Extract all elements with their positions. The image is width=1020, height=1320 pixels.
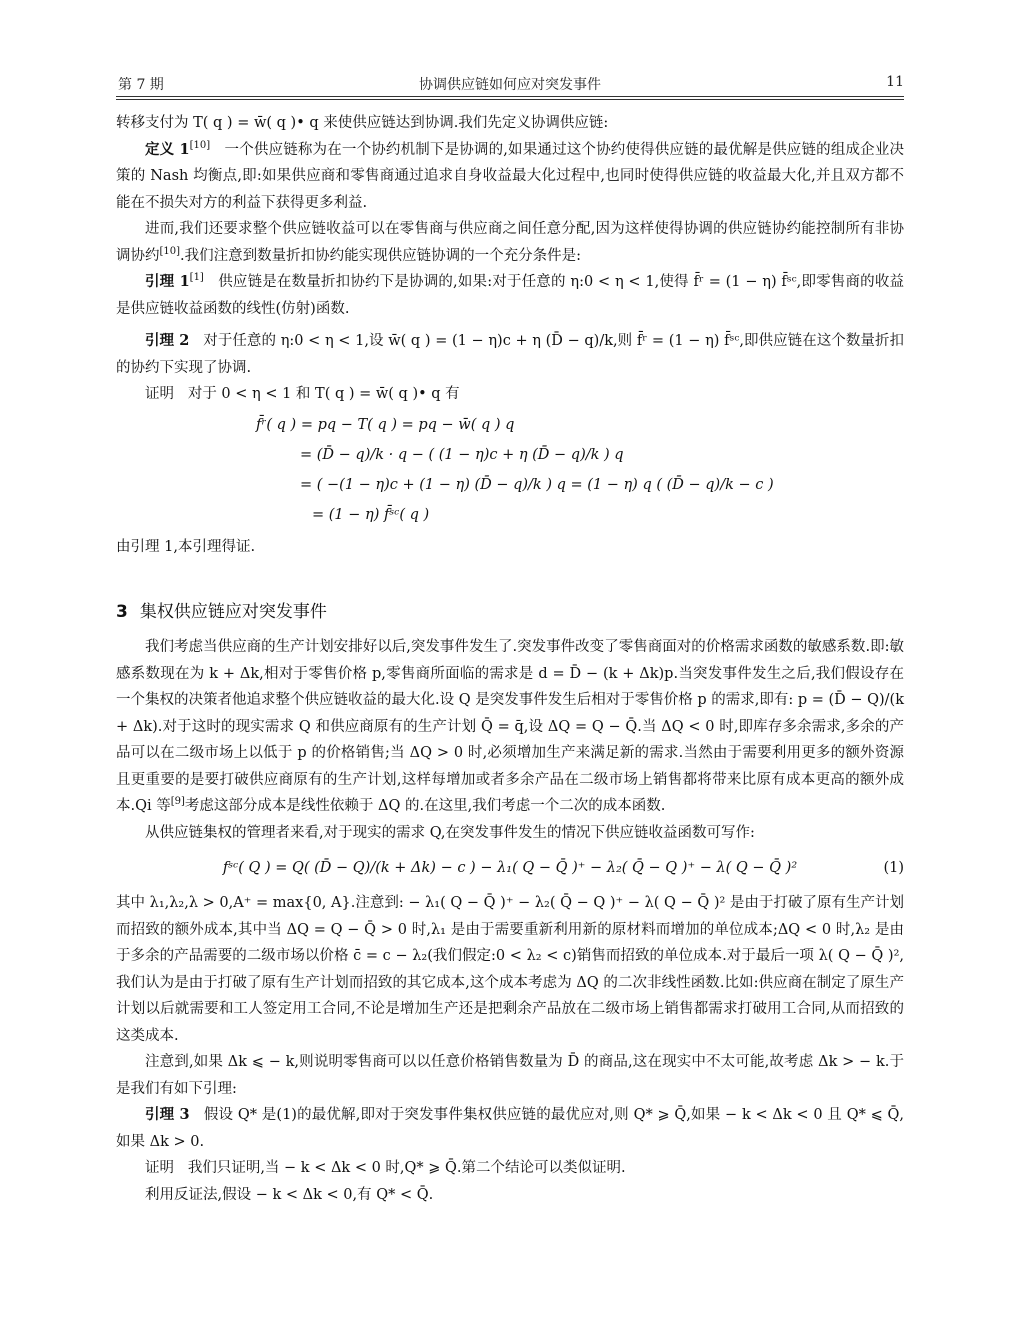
paragraph-transfer: 转移支付为 T( q ) = w̄( q )• q 来使供应链达到协调.我们先定义协调供应链:	[116, 115, 609, 131]
definition-label: 定义 1	[145, 140, 190, 158]
proof-conclusion: 由引理 1,本引理得证.	[116, 538, 256, 555]
running-header	[116, 70, 904, 94]
paragraph-text: 我们考虑当供应商的生产计划安排好以后,突发事件发生了.突发事件改变了零售商面对的价格需求函数的敏感系数.即:敏感系数现在为 k + Δk,相对于零售价格 p,零售商所面临的需求是 d = D̄ − (k + Δk)p.当突发事件发生之后,我们假设存在一个集权的决策者他追求整个供应链收益的最大化.设 Q 是突发事件发生后相对于零售价格 p 的需求,即有: p = (D̄ − Q)/(k + Δk).对于这时的现实需求 Q 和供应商原有的生产计划 Q̄ = q̄,设 ΔQ = Q − Q̄.当 ΔQ < 0 时,即库存多余需求,多余的产品可以在二级市场上以低于 p 的价格销售;当 ΔQ > 0 时,必须增加生产来满足新的需求.当然由于需要利用更多的额外资源且更重要的是要打破供应商原有的生产计划,这样每增加或者多余产品在二级市场上销售都将带来比原有成本更高的额外成本.Qi 等	[116, 639, 904, 814]
paragraph-profit: 从供应链集权的管理者来看,对于现实的需求 Q,在突发事件发生的情况下供应链收益函数可写作:	[145, 824, 755, 841]
running-title: 协调供应链如何应对突发事件	[419, 77, 601, 93]
equation-line: = ( −(1 − η)c + (1 − η) (D̄ − q)/k ) q = (1 − η) q ( (D̄ − q)/k − c )	[300, 476, 774, 493]
proof-text: 我们只证明,当 − k < Δk < 0 时,Q* ⩾ Q̄.第二个结论可以类似证明.	[187, 1160, 626, 1176]
citation: [10]	[159, 245, 181, 257]
proof-2	[116, 1155, 904, 1182]
citation: [1]	[189, 272, 204, 284]
paragraph-cost: 其中 λ₁,λ₂,λ > 0,A⁺ = max{0, A}.注意到: − λ₁( Q − Q̄ )⁺ − λ₂( Q̄ − Q )⁺ − λ( Q − Q̄ )² 是由于打破了原有生产计划而招致的额外成本,其中当 ΔQ = Q − Q̄ > 0 时,λ₁ 是由于需要重新利用新的原材料而增加的单位成本;ΔQ < 0 时,λ₂ 是由于多余的产品需要的二级市场以价格 c̄ = c − λ₂(我们假定:0 < λ₂ < c)销售而招致的单位成本.对于最后一项 λ( Q − Q̄ )²,我们认为是由于打破了原有生产计划而招致的其它成本,这个成本考虑为 ΔQ 的二次非线性函数.比如:供应商在制定了原生产计划以后就需要和工人签定用工合同,不论是增加生产还是把剩余产品放在二级市场上销售都需求打破用工合同,从而招致的这类成本.	[116, 895, 904, 1044]
definition-1	[116, 137, 904, 217]
section-heading	[116, 598, 904, 626]
equation-line: = (1 − η) f̄ˢᶜ( q )	[312, 506, 430, 523]
paragraph-text: 考虑这部分成本是线性依赖于 ΔQ 的.在这里,我们考虑一个二次的成本函数.	[184, 798, 666, 814]
equation-1	[116, 852, 904, 884]
lemma-text: 供应链是在数量折扣协约下是协调的,如果:对于任意的 η:0 < η < 1,使得 f̄ʳ = (1 − η) f̄ˢᶜ,即零售商的收益是供应链收益函数的线性(仿射)函数.	[116, 274, 905, 317]
section-title: 集权供应链应对突发事件	[139, 602, 327, 622]
proof-label: 证明	[145, 1160, 174, 1176]
paragraph-emergency	[116, 634, 904, 820]
paragraph-assumption: 注意到,如果 Δk ⩽ − k,则说明零售商可以以任意价格销售数量为 D̄ 的商品,这在现实中不太可能,故考虑 Δk > − k.于是我们有如下引理:	[116, 1054, 904, 1097]
lemma-3	[116, 1102, 904, 1155]
page-body	[116, 110, 904, 1208]
lemma-label: 引理 2	[145, 332, 190, 349]
lemma-text: 假设 Q* 是(1)的最优解,即对于突发事件集权供应链的最优应对,则 Q* ⩾ Q̄,如果 − k < Δk < 0 且 Q* ⩽ Q̄,如果 Δk > 0.	[116, 1107, 904, 1150]
header-rule-top	[116, 96, 904, 97]
paragraph-contradiction: 利用反证法,假设 − k < Δk < 0,有 Q* < Q̄.	[145, 1186, 434, 1203]
paragraph-text: .我们注意到数量折扣协约能实现供应链协调的一个充分条件是:	[180, 247, 582, 264]
citation: [9]	[170, 796, 185, 808]
proof-text: 对于 0 < η < 1 和 T( q ) = w̄( q )• q 有	[187, 386, 460, 402]
issue-number: 第 7 期	[118, 77, 164, 93]
section-number: 3	[116, 602, 128, 622]
proof-label: 证明	[145, 386, 174, 402]
equation-line: f̄ʳ( q ) = pq − T( q ) = pq − w̄( q ) q	[256, 416, 515, 433]
equation-line: = (D̄ − q)/k · q − ( (1 − η)c + η (D̄ − q)/k ) q	[300, 446, 624, 463]
paragraph-text: 进而,我们还要求整个供应链收益可以在零售商与供应商之间任意分配,因为这样使得协调的供应链协约能控制所有非协调协约	[116, 221, 904, 264]
equation-number: (1)	[883, 860, 904, 876]
lemma-label: 引理 3	[145, 1106, 190, 1123]
paragraph-contract	[116, 216, 904, 269]
lemma-2	[116, 328, 904, 381]
equation-body: fˢᶜ( Q ) = Q( (D̄ − Q)/(k + Δk) − c ) − λ₁( Q − Q̄ )⁺ − λ₂( Q̄ − Q )⁺ − λ( Q − Q̄ )²	[222, 860, 798, 876]
lemma-1	[116, 269, 904, 322]
citation: [10]	[189, 139, 211, 151]
proof-derivation	[256, 410, 904, 530]
proof-intro	[116, 381, 904, 408]
lemma-label: 引理 1	[145, 273, 190, 290]
header-rule-bottom	[116, 99, 904, 100]
page-number: 11	[886, 74, 904, 90]
lemma-text: 对于任意的 η:0 < η < 1,设 w̄( q ) = (1 − η)c + η (D̄ − q)/k,则 f̄ʳ = (1 − η) f̄ˢᶜ,即供应链在这个数量折扣的协约下实现了协调.	[116, 333, 905, 376]
definition-text: 一个供应链称为在一个协约机制下是协调的,如果通过这个协约使得供应链的最优解是供应链的组成企业决策的 Nash 均衡点,即:如果供应商和零售商通过追求自身收益最大化过程中,也同时使得供应链的收益最大化,并且双方都不能在不损失对方的利益下获得更多利益.	[116, 141, 905, 211]
